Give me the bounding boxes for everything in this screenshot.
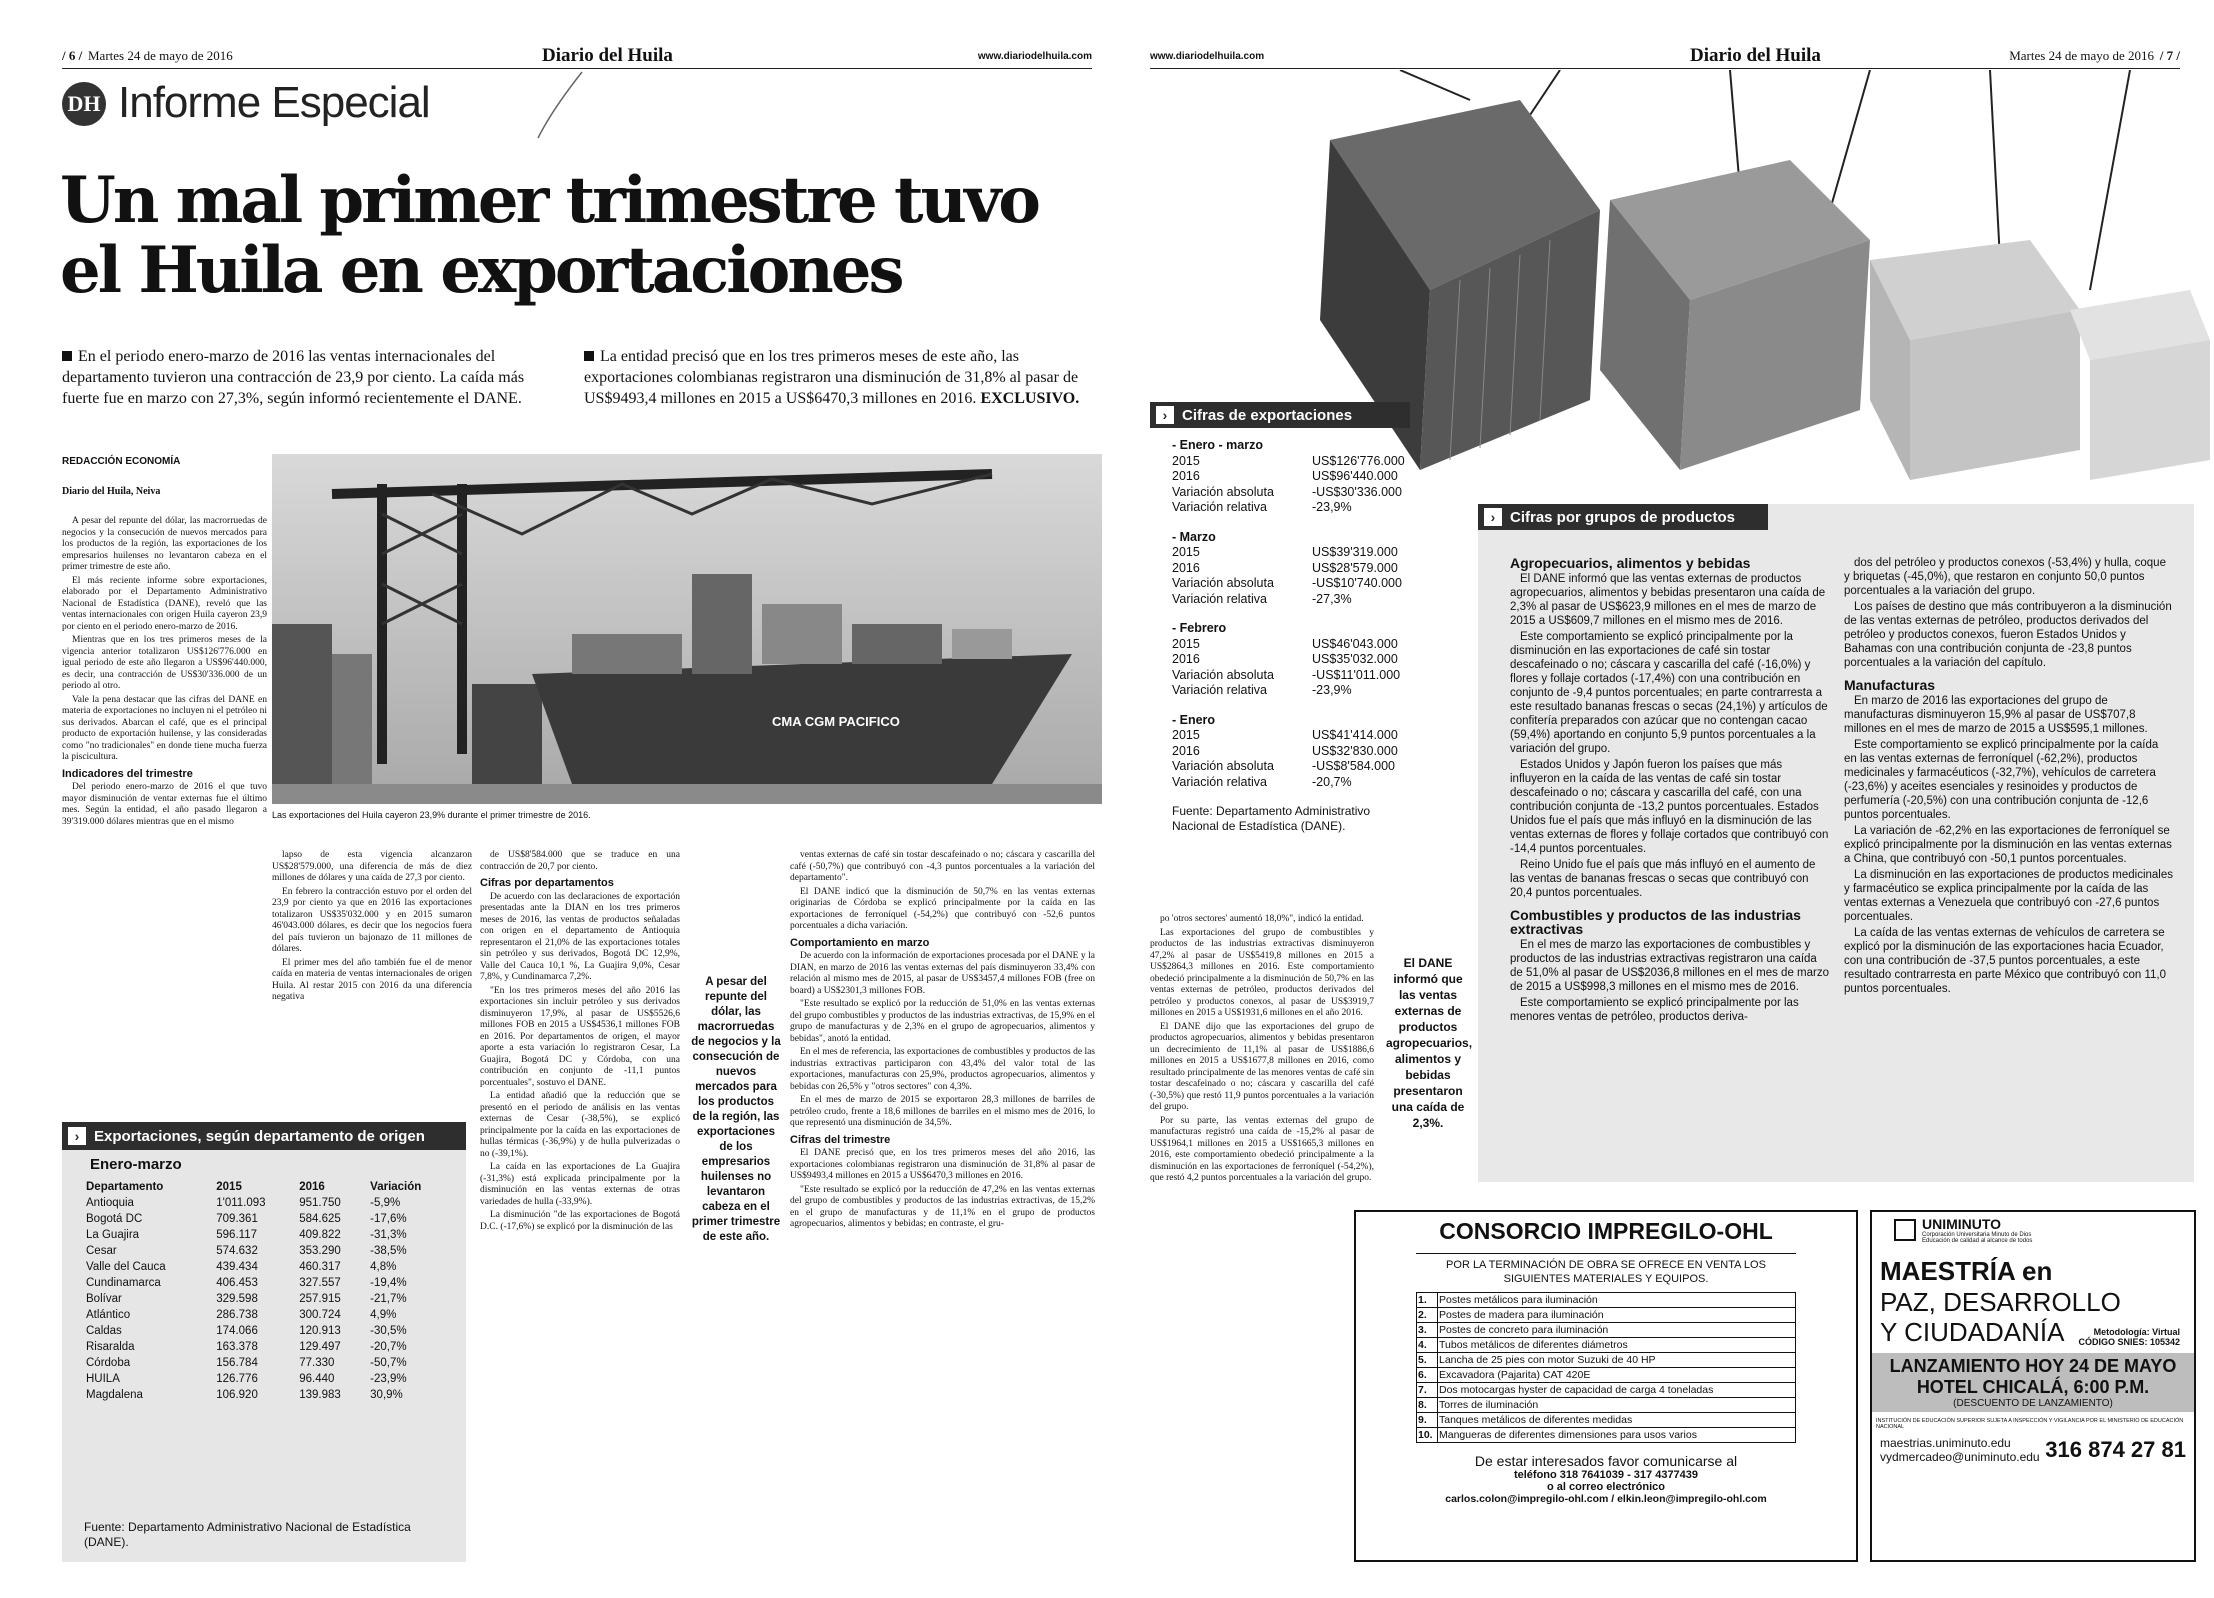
para: Este comportamiento se explicó principalmente por las menores ventas de petróleo, productos deriva- — [1510, 997, 1799, 1023]
para: dos del petróleo y productos conexos (-53,4%) y hulla, coque y briquetas (-45,0%), que restaron en conjunto 50,0 puntos porcentuales a la variación del grupo. — [1844, 557, 2166, 597]
para: Vale la pena destacar que las cifras del DANE en materia de exportaciones no incluyen ni el petróleo ni sus derivados. Abarcan el café, que es el principal producto de exportación huilense, y las consideradas como "no tradicionales" en donde tiene mucha fuerza la piscicultura. — [62, 694, 267, 762]
para: La caída de las ventas externas de vehículos de carretera se explicó por la disminución de las exportaciones hacia Ecuador, con una contribución de -37,5 puntos porcentuales, a este resultado contrarresta en parte México que contribuyó con 11,0 puntos porcentuales. — [1844, 927, 2166, 995]
cifras-row-label: Variación absoluta — [1172, 759, 1274, 773]
cifras-row — [1172, 500, 1488, 516]
list-text: Tanques metálicos de diferentes medidas — [1438, 1413, 1796, 1428]
para: En el mes de marzo las exportaciones de combustibles y productos de las industrias extractivas registraron una caída de 51,0% al pasar de US$2036,8 millones en el mes de marzo de 2015 a US$998,3 millones en el mismo mes de 2016. — [1510, 939, 1829, 993]
table-cell: 129.497 — [299, 1341, 341, 1353]
cifras-row-label: Variación relativa — [1172, 683, 1267, 697]
col-header: Variación — [370, 1181, 422, 1193]
department-name: La Guajira — [86, 1229, 140, 1241]
table-row — [84, 1243, 454, 1259]
chevron-right-icon: › — [1156, 406, 1174, 424]
cifras-row-label: Variación absoluta — [1172, 667, 1274, 682]
subhead: Combustibles y productos de las industrias extractivas — [1510, 907, 1801, 937]
cifras-box — [1150, 402, 1488, 892]
table-row — [84, 1323, 454, 1339]
cifras-row-value: -US$8'584.000 — [1312, 759, 1396, 773]
department-name: Cesar — [86, 1245, 117, 1257]
table-cell: 951.750 — [299, 1197, 341, 1209]
master-title-3: Y CIUDADANÍA — [1880, 1317, 2065, 1347]
departments-box — [62, 1122, 466, 1562]
list-number: 1. — [1417, 1293, 1438, 1308]
para: La caída en las exportaciones de La Guajira (-31,3%) está explicada principalmente por la disminución en las ventas externas de otras variedades de hulla (-33,9%). — [480, 1162, 680, 1207]
issue-date: Martes 24 de mayo de 2016 — [2009, 48, 2154, 63]
cifras-row-value: US$41'414.000 — [1312, 728, 1398, 742]
table-cell: 353.290 — [299, 1245, 341, 1257]
cifras-row-value: US$96'440.000 — [1312, 469, 1398, 483]
table-cell: 709.361 — [216, 1213, 258, 1225]
table-cell: -17,6% — [370, 1213, 407, 1225]
cifras-row — [1172, 637, 1488, 653]
cifras-row — [1172, 759, 1488, 775]
headline-line-2: el Huila en exportaciones — [60, 233, 902, 308]
cifras-row-label: Variación absoluta — [1172, 484, 1274, 499]
article-col-4 — [790, 850, 1095, 1570]
port-photo-image — [272, 454, 1102, 804]
para: Este comportamiento se explicó principalmente por la disminución en las exportaciones de café sin tostar descafeinado o no; cáscara y cascarilla del café (-16,0%) y flores y follaje cortados (-17,4%) con una contribución en conjunto de -9,4 puntos porcentuales; en parte contrarresta a este resultado bananas frescas o secas (24,1%) y artículos de confitería preparados con azúcar que no contengan cacao (59,4%) aportando en conjunto 5,9 puntos porcentuales a la variación del grupo. — [1510, 631, 1828, 755]
dh-logo: DH — [62, 82, 106, 126]
website: www.diariodelhuila.com — [977, 51, 1092, 62]
chevron-right-icon: › — [68, 1127, 86, 1145]
pull-quote: A pesar del repunte del dólar, las macrorruedas de negocios y la consecución de nuevos mercados para los productos de la región, las exportaciones de los empresarios huilenses no levantaron cabeza en el primer trimestre de este año. — [691, 976, 781, 1243]
cifras-row — [1172, 668, 1488, 684]
byline: REDACCIÓN ECONOMÍA — [62, 456, 181, 467]
cifras-row-label: 2015 — [1172, 453, 1200, 468]
para: La disminución en las exportaciones de productos medicinales y farmacéutico se explica principalmente por la caída de las ventas externas a Venezuela que contribuyó con -27,6 puntos porcentuales. — [1844, 869, 2173, 923]
para: Reino Unido fue el país que más influyó en el aumento de las ventas de bananas frescas o secas que contribuyó con 20,4 puntos porcentuales. — [1510, 859, 1816, 899]
uniminuto-tagline: Educación de calidad al alcance de todos — [1922, 1238, 2033, 1244]
department-name: Risaralda — [86, 1341, 135, 1353]
list-number: 7. — [1417, 1383, 1438, 1398]
table-cell: 156.784 — [216, 1357, 258, 1369]
list-item — [1417, 1323, 1796, 1338]
dateline: Diario del Huila, Neiva — [62, 486, 161, 497]
list-item — [1417, 1428, 1796, 1443]
uniminuto-brand: UNIMINUTO — [1922, 1216, 2002, 1232]
ad-emails: carlos.colon@impregilo-ohl.com / elkin.leon@impregilo-ohl.com — [1445, 1493, 1767, 1505]
table-cell: 584.625 — [299, 1213, 341, 1225]
ad-consorcio — [1354, 1210, 1858, 1562]
table-row — [84, 1355, 454, 1371]
table-cell: -31,3% — [370, 1229, 407, 1241]
website: www.diariodelhuila.com — [1150, 51, 1265, 62]
ad-email: vydmercadeo@uniminuto.edu — [1880, 1450, 2040, 1464]
table-cell: 106.920 — [216, 1389, 258, 1401]
para: "En los tres primeros meses del año 2016 las exportaciones sin incluir petróleo y sus derivados disminuyeron 17,9%, al pasar de US$5526,6 millones FOB en 2015 a US$4536,1 millones FOB en 2016. Por departamentos de origen, el mayor aporte a esta variación lo registraron Cesar, La Guajira, Bogotá DC y Córdoba, con una contribución en conjunto de -11,1 puntos porcentuales", sostuvo el DANE. — [480, 985, 680, 1088]
table-cell: -23,9% — [370, 1373, 407, 1385]
table-row — [84, 1275, 454, 1291]
list-item — [1417, 1413, 1796, 1428]
cifras-row — [1172, 561, 1488, 577]
ad-consorcio-list — [1416, 1292, 1796, 1443]
ad-phone: teléfono 318 7641039 - 317 4377439 — [1513, 1469, 1699, 1481]
list-number: 9. — [1417, 1413, 1438, 1428]
list-text: Postes metálicos para iluminación — [1438, 1293, 1796, 1308]
list-text: Mangueras de diferentes dimensiones para usos varios — [1438, 1428, 1796, 1443]
cifras-row-label: Variación relativa — [1172, 500, 1267, 514]
table-cell: 126.776 — [216, 1373, 258, 1385]
groups-col-2 — [1844, 556, 2174, 1176]
masthead: Diario del Huila — [542, 45, 673, 66]
cifras-row — [1172, 775, 1488, 791]
ad-email-label: o al correo electrónico — [1547, 1481, 1665, 1493]
table-cell: -5,9% — [370, 1197, 401, 1209]
list-text: Torres de iluminación — [1438, 1398, 1796, 1413]
department-name: Córdoba — [86, 1357, 131, 1369]
article-col-1 — [62, 516, 267, 856]
para: Del periodo enero-marzo de 2016 el que tuvo mayor disminución de ventar externas fue el último mes. Según la entidad, el año pasado llegaron a 39'319.000 dólares mientras que en el mismo — [62, 782, 267, 827]
table-cell: 574.632 — [216, 1245, 258, 1257]
cifras-row-label: 2016 — [1172, 743, 1200, 758]
right-page — [1110, 0, 2214, 1598]
list-number: 10. — [1417, 1428, 1438, 1443]
para: Los países de destino que más contribuyeron a la disminución de las ventas externas de petróleo, productos derivados del petróleo y productos conexos, fueron Estados Unidos y Bahamas con una contribución conjunta de -23,8 puntos porcentuales a la variación del capítulo. — [1844, 601, 2172, 669]
list-number: 3. — [1417, 1323, 1438, 1338]
master-title-1: MAESTRÍA en — [1880, 1256, 2053, 1286]
cifras-row-label: Variación relativa — [1172, 774, 1267, 789]
chevron-right-icon: › — [1484, 508, 1502, 526]
lead-right: La entidad precisó que en los tres primeros meses de este año, las exportaciones colombianas registraron una disminución de 31,8% al pasar de US$9493,4 millones en 2015 a US$6470,3 millones en 2016. EXCLUSIVO. — [584, 348, 1080, 407]
subhead: Agropecuarios, alimentos y bebidas — [1510, 556, 1751, 571]
department-name: Magdalena — [86, 1389, 143, 1401]
ad-contact-line: De estar interesados favor comunicarse al — [1474, 1453, 1738, 1469]
para: El primer mes del año también fue el de menor caída en materia de ventas internacionales de origen Huila. Al restar 2015 con 2016 da una diferencia negativa — [272, 957, 472, 1002]
table-row — [84, 1259, 454, 1275]
cifras-row-label: 2015 — [1172, 728, 1200, 742]
table-cell: 30,9% — [370, 1389, 403, 1401]
ad-phone-number: 316 874 27 81 — [2045, 1437, 2186, 1462]
cifras-groups — [1172, 438, 1488, 790]
cifras-row-value: US$28'579.000 — [1312, 560, 1398, 575]
cifras-row-value: -US$10'740.000 — [1312, 576, 1402, 590]
cifras-row — [1172, 744, 1488, 760]
para: En marzo de 2016 las exportaciones del grupo de manufacturas disminuyeron 15,9% al pasar de US$707,8 millones en el mes de marzo de 2015 a US$595,1 millones. — [1844, 695, 2148, 735]
department-name: Valle del Cauca — [86, 1261, 166, 1273]
running-header-right — [1150, 46, 2180, 69]
table-row — [84, 1307, 454, 1323]
table-cell: 286.738 — [216, 1309, 258, 1321]
subhead: Indicadores del trimestre — [62, 767, 193, 780]
table-cell: 139.983 — [299, 1389, 341, 1401]
cifras-row-value: -23,9% — [1312, 500, 1352, 514]
para: Este comportamiento se explicó principalmente por la caída en las ventas externas de ferroníquel (-62,2%), productos medicinales y farmacéuticos (-32,7%), vehículos de carretera (-23,6%) y aceites esenciales y resinoides y productos de perfumería (-20,5%) con una contribución conjunta de -12,6 puntos porcentuales. — [1844, 739, 2159, 821]
table-row — [84, 1211, 454, 1227]
pull-quote-right: El DANE informó que las ventas externas de productos agropecuarios, alimentos y bebidas presentaron una caída de 2,3%. — [1386, 956, 1473, 1130]
cifras-row-value: US$35'032.000 — [1312, 652, 1398, 666]
cifras-row-value: US$46'043.000 — [1312, 636, 1398, 651]
ad-uniminuto — [1870, 1210, 2196, 1562]
cifras-row — [1172, 592, 1488, 608]
section-title: Informe Especial — [118, 78, 430, 127]
department-name: HUILA — [86, 1373, 120, 1385]
cifras-group-label: - Marzo — [1172, 529, 1216, 544]
table-row — [84, 1195, 454, 1211]
table-cell: 174.066 — [216, 1325, 258, 1337]
cifras-row-value: US$126'776.000 — [1312, 453, 1405, 468]
table-row — [84, 1339, 454, 1355]
table-cell: 4,8% — [370, 1261, 397, 1273]
cifras-row — [1172, 454, 1488, 470]
exclusive-tag: EXCLUSIVO. — [980, 390, 1080, 407]
table-cell: -20,7% — [370, 1341, 407, 1353]
port-photo — [272, 454, 1102, 804]
para: po 'otros sectores' aumentó 18,0%", indicó la entidad. — [1160, 914, 1364, 924]
groups-box-title: › Cifras por grupos de productos — [1478, 504, 1768, 530]
groups-col-1 — [1510, 556, 1830, 1176]
bullet-square-icon — [584, 351, 594, 361]
cifras-group-label: - Enero — [1172, 712, 1216, 727]
table-cell: 257.915 — [299, 1293, 341, 1305]
table-cell: -38,5% — [370, 1245, 407, 1257]
continuation-col — [1150, 914, 1374, 1564]
departments-box-title: › Exportaciones, según departamento de origen — [62, 1122, 466, 1150]
para: "Este resultado se explicó por la reducción de 51,0% en las ventas externas del grupo combustibles y productos de las industrias extractivas, de 15,9% en el grupo de manufacturas y de 2,3% en el grupo de agropecuarios, alimentos y bebidas", anotó la entidad. — [790, 999, 1095, 1044]
issue-date: Martes 24 de mayo de 2016 — [88, 48, 233, 63]
cifras-row-value: -27,3% — [1312, 591, 1352, 606]
col-header: Departamento — [86, 1181, 164, 1193]
list-item — [1417, 1368, 1796, 1383]
cifras-box-title: › Cifras de exportaciones — [1150, 402, 1410, 428]
list-item — [1417, 1383, 1796, 1398]
cifras-row-label: 2016 — [1172, 469, 1200, 483]
list-number: 2. — [1417, 1308, 1438, 1323]
cifras-group-label: - Febrero — [1172, 621, 1227, 635]
para: La entidad añadió que la reducción que se presentó en el periodo de análisis en las ventas externas de Cesar (-38,5%), se explicó principalmente por la caída en las exportaciones de hullas térmicas (-36,9%) y de hulla pulverizadas o no (-39,1%). — [480, 1091, 680, 1159]
running-header-left — [62, 46, 1092, 69]
list-number: 8. — [1417, 1398, 1438, 1413]
list-text: Dos motocargas hyster de capacidad de carga 4 toneladas — [1438, 1383, 1796, 1398]
cifras-row — [1172, 485, 1488, 501]
table-row — [84, 1387, 454, 1403]
department-name: Bogotá DC — [86, 1213, 143, 1225]
para: lapso de esta vigencia alcanzaron US$28'579.000, una diferencia de más de diez millones de dólares y una caída de 27,3 por ciento. — [272, 850, 472, 883]
departments-source: Fuente: Departamento Administrativo Nacional de Estadística (DANE). — [84, 1520, 411, 1549]
departments-table — [84, 1179, 454, 1403]
para: El DANE precisó que, en los tres primeros meses del año 2016, las exportaciones colombianas registraron una disminución de 31,8% al pasar de US$9493,4 millones en 2015 a US$6470,3 millones en 2016. — [790, 1148, 1095, 1181]
table-cell: 327.557 — [299, 1277, 341, 1289]
lead-left: En el periodo enero-marzo de 2016 las ventas internacionales del departamento tuvieron una contracción de 23,9 por ciento. La caída más fuerte fue en marzo con 27,3%, según informó recientemente el DANE. — [62, 348, 525, 407]
col-header: 2015 — [216, 1181, 242, 1193]
table-cell: 596.117 — [216, 1229, 257, 1241]
launch-date: LANZAMIENTO HOY 24 DE MAYO — [1889, 1356, 2177, 1376]
cifras-source: Fuente: Departamento Administrativo Nacional de Estadística (DANE). — [1172, 804, 1371, 833]
subhead: Comportamiento en marzo — [790, 936, 930, 949]
para: La disminución "de las exportaciones de Bogotá D.C. (-17,6%) se explicó por la disminución de las — [480, 1210, 680, 1232]
table-cell: 1'011.093 — [216, 1197, 266, 1209]
table-cell: 4,9% — [370, 1309, 397, 1321]
table-header-row — [84, 1179, 454, 1195]
ad-web: maestrias.uniminuto.edu — [1880, 1436, 2011, 1450]
department-name: Bolívar — [86, 1293, 122, 1305]
section-flag — [62, 78, 562, 130]
subhead: Manufacturas — [1844, 677, 1936, 693]
para: Estados Unidos y Japón fueron los países que más influyeron en la caída de las ventas de café sin tostar descafeinado o no; cáscara y cascarilla del café, con una contribución conjunta de -13,2 puntos porcentuales. Estados Unidos fue el país que más influyó en la disminución de las ventas externas de flores y follaje cortados que contribuyó con -14,4 puntos porcentuales. — [1510, 759, 1829, 855]
ship-name: CMA CGM PACIFICO — [772, 714, 900, 729]
cifras-row — [1172, 469, 1488, 485]
table-row — [84, 1371, 454, 1387]
cifras-row-value: US$39'319.000 — [1312, 545, 1398, 559]
list-item — [1417, 1338, 1796, 1353]
cifras-row-label: Variación absoluta — [1172, 576, 1274, 590]
para: Las exportaciones del grupo de combustibles y productos de las industrias extractivas disminuyeron 47,2% al pasar de US$5419,8 millones en 2015 a US$2864,3 millones en 2016. Este comportamiento obedeció principalmente a la disminución de 50,7% en las ventas externas de petróleo, productos derivados del petróleo y productos conexos, al pasar de US$3919,7 millones en 2015 a US$1931,6 millones en el año 2016. — [1150, 927, 1374, 1018]
bullet-square-icon — [62, 351, 72, 361]
para: ventas externas de café sin tostar descafeinado o no; cáscara y cascarilla del café (-50,7%) que contribuyó con -4,3 puntos porcentuales a la variación del departamento". — [790, 850, 1095, 883]
table-cell: 120.913 — [299, 1325, 341, 1337]
table-cell: -50,7% — [370, 1357, 407, 1369]
list-number: 4. — [1417, 1338, 1438, 1353]
departments-period: Enero-marzo — [90, 1156, 182, 1173]
list-text: Postes de madera para iluminación — [1438, 1308, 1796, 1323]
list-number: 5. — [1417, 1353, 1438, 1368]
para: Mientras que en los tres primeros meses de la vigencia anterior totalizaron US$126'776.000 en igual periodo de este año llegaron a US$96'440.000, es decir, una contracción de US$30'336.000 de un periodo al otro. — [62, 635, 267, 691]
department-name: Antioquia — [86, 1197, 134, 1209]
section-swoosh — [532, 70, 592, 140]
method-label: Metodología: Virtual — [2093, 1327, 2180, 1337]
cifras-row — [1172, 728, 1488, 744]
cifras-row — [1172, 683, 1488, 699]
para: En el mes de referencia, las exportaciones de combustibles y productos de las industrias extractivas participaron con 43,4% del valor total de las exportaciones, manufacturas con 25,9%, productos agropecuarios, alimentos y bebidas con 26,5% y "otros sectores" con 4,3%. — [790, 1047, 1095, 1092]
para: El DANE informó que las ventas externas de productos agropecuarios, alimentos y bebidas presentaron una caída de 2,3% al pasar de US$623,9 millones en el mes de marzo de 2015 a US$609,7 millones en el mismo mes de 2016. — [1510, 573, 1826, 627]
para: En el mes de marzo de 2015 se exportaron 28,3 millones de barriles de petróleo crudo, frente a 18,6 millones de barriles en el mismo mes de 2016, lo que representó una disminución de 34,5%. — [790, 1095, 1095, 1128]
table-cell: 439.434 — [216, 1261, 258, 1273]
para: En febrero la contracción estuvo por el orden del 23,9 por ciento ya que en 2016 las exportaciones totalizaron US$35'032.000 y en 2015 sumaron 46'043.000 dólares, es decir que los negocios fuera del país tuvieron un bajonazo de 11 millones de dólares. — [272, 886, 472, 954]
table-row — [84, 1227, 454, 1243]
snies-code: CÓDIGO SNIES: 105342 — [2078, 1337, 2180, 1347]
table-cell: 460.317 — [299, 1261, 341, 1273]
department-name: Caldas — [86, 1325, 122, 1337]
list-item — [1417, 1353, 1796, 1368]
cifras-row-label: 2016 — [1172, 560, 1200, 575]
table-cell: 300.724 — [299, 1309, 341, 1321]
uniminuto-emblem-icon — [1894, 1219, 1916, 1241]
table-cell: 163.378 — [216, 1341, 258, 1353]
table-cell: 409.822 — [299, 1229, 341, 1241]
cifras-row-label: 2015 — [1172, 545, 1200, 559]
folio: / 6 / — [62, 48, 83, 63]
para: El DANE indicó que la disminución de 50,7% en las ventas externas originarias de Córdoba se explicó principalmente por la caída en las exportaciones de ferroníquel (-54,2%) que contribuyó con -52,6 puntos porcentuales a dicha variación. — [790, 886, 1095, 931]
cifras-row-value: -20,7% — [1312, 774, 1352, 789]
subhead: Cifras por departamentos — [480, 877, 614, 889]
list-text: Lancha de 25 pies con motor Suzuki de 40 HP — [1438, 1353, 1796, 1368]
launch-venue: HOTEL CHICALÁ, 6:00 P.M. — [1916, 1377, 2150, 1397]
para: La variación de -62,2% en las exportaciones de ferroníquel se explicó principalmente por la disminución en las ventas externas a China, que contribuyó con -50,1 puntos porcentuales. — [1844, 825, 2172, 865]
launch-discount: (DESCUENTO DE LANZAMIENTO) — [1953, 1398, 2113, 1409]
cifras-row-label: Variación relativa — [1172, 591, 1267, 606]
launch-banner — [1872, 1353, 2194, 1412]
table-row — [84, 1291, 454, 1307]
cifras-row-value: -US$11'011.000 — [1312, 667, 1401, 682]
table-cell: 406.453 — [216, 1277, 258, 1289]
cifras-row — [1172, 652, 1488, 668]
cifras-group-label: - Enero - marzo — [1172, 438, 1263, 452]
cifras-row — [1172, 545, 1488, 561]
cifras-row — [1172, 576, 1488, 592]
folio: / 7 / — [2159, 48, 2180, 63]
groups-box — [1478, 504, 2194, 1182]
list-number: 6. — [1417, 1368, 1438, 1383]
para: El DANE dijo que las exportaciones del grupo de productos agropecuarios, alimentos y bebidas presentaron un decrecimiento de 11,1% al pasar de US$1886,6 millones en 2015 a US$1677,8 millones en 2016, como resultado principalmente de las menores ventas de café sin tostar descafeinado o no; cáscara y cascarilla del café (-30,5%) que restó 11,9 puntos porcentuales a la variación del grupo. — [1150, 1021, 1374, 1112]
fine-print: INSTITUCIÓN DE EDUCACIÓN SUPERIOR SUJETA A INSPECCIÓN Y VIGILANCIA POR EL MINISTERIO DE EDUCACIÓN NACIONAL — [1876, 1418, 2184, 1430]
table-cell: 96.440 — [299, 1373, 335, 1385]
table-cell: -30,5% — [370, 1325, 407, 1337]
uniminuto-brand-sub: Corporación Universitaria Minuto de Dios — [1922, 1232, 2032, 1238]
table-cell: -19,4% — [370, 1277, 407, 1289]
uniminuto-logo — [1894, 1216, 2194, 1244]
ad-consorcio-name: CONSORCIO IMPREGILO-OHL — [1439, 1218, 1773, 1244]
table-cell: 329.598 — [216, 1293, 258, 1305]
table-cell: 77.330 — [299, 1357, 335, 1369]
para: De acuerdo con la información de exportaciones procesada por el DANE y la DIAN, en marzo de 2016 las ventas externas del país disminuyeron 33,4% con relación al mismo mes de 2015, al pasar de US$3457,4 millones FOB (free on board) a US$2301,3 millones FOB. — [790, 951, 1095, 996]
list-item — [1417, 1293, 1796, 1308]
para: Por su parte, las ventas externas del grupo de manufacturas registró una caída de -15,2% al pasar de US$1964,1 millones en 2015 a US$1665,3 millones en 2016, este comportamiento obedeció principalmente a la disminución en las exportaciones de ferroníquel (-54,2%), que restó 4,2 puntos porcentuales a la variación del grupo. — [1150, 1115, 1374, 1183]
list-item — [1417, 1308, 1796, 1323]
headline-line-1: Un mal primer trimestre tuvo — [60, 163, 1038, 238]
para: de US$8'584.000 que se traduce en una contracción de 20,7 por ciento. — [480, 850, 680, 872]
para: A pesar del repunte del dólar, las macrorruedas de negocios y la consecución de nuevos mercados para los productos de la región, las exportaciones de los empresarios huilenses no levantaron cabeza en el primer trimestre de este año. — [62, 516, 267, 572]
list-item — [1417, 1398, 1796, 1413]
subhead: Cifras del trimestre — [790, 1133, 891, 1146]
masthead: Diario del Huila — [1690, 45, 1821, 66]
photo-caption: Las exportaciones del Huila cayeron 23,9% durante el primer trimestre de 2016. — [272, 810, 591, 820]
list-text: Excavadora (Pajarita) CAT 420E — [1438, 1368, 1796, 1383]
ad-consorcio-intro: POR LA TERMINACIÓN DE OBRA SE OFRECE EN VENTA LOS SIGUIENTES MATERIALES Y EQUIPOS. — [1416, 1253, 1796, 1286]
para: "Este resultado se explicó por la reducción de 47,2% en las ventas externas del grupo de combustibles y productos de las industrias extractivas, de 15,2% en el grupo de manufacturas y de 11,1% en el grupo de productos agropecuarios, alimentos y bebidas; en contraste, el gru- — [790, 1184, 1095, 1229]
departments-table-body — [84, 1195, 454, 1403]
master-title-2: PAZ, DESARROLLO — [1880, 1287, 2121, 1317]
department-name: Atlántico — [86, 1309, 131, 1321]
para: De acuerdo con las declaraciones de exportación presentadas ante la DIAN en los tres primeros meses de 2016, las ventas de productos señaladas con origen en el departamento de Antioquia representaron el 21,0% de las exportaciones totales sin petróleo y sus derivados, Bogotá DC 12,9%, Valle del Cauca 10,1 %, La Guajira 9,0%, Cesar 7,8%, y Cundinamarca 7,2%. — [480, 891, 680, 982]
list-text: Postes de concreto para iluminación — [1438, 1323, 1796, 1338]
cifras-row-label: 2016 — [1172, 652, 1200, 666]
cifras-row-value: US$32'830.000 — [1312, 743, 1398, 758]
table-cell: -21,7% — [370, 1293, 407, 1305]
article-col-3 — [480, 850, 680, 1570]
para: El más reciente informe sobre exportaciones, elaborado por el Departamento Administrativo Nacional de Estadística (DANE), reveló que las ventas internacionales con origen Huila cayeron 23,9 por ciento en el periodo enero-marzo de 2016. — [62, 575, 267, 632]
cifras-row-value: -US$30'336.000 — [1312, 484, 1402, 499]
department-name: Cundinamarca — [86, 1277, 161, 1289]
cifras-row-value: -23,9% — [1312, 683, 1352, 697]
headline — [60, 163, 1100, 308]
col-header: 2016 — [299, 1181, 325, 1193]
list-text: Tubos metálicos de diferentes diámetros — [1438, 1338, 1796, 1353]
cifras-row-label: 2015 — [1172, 636, 1200, 651]
